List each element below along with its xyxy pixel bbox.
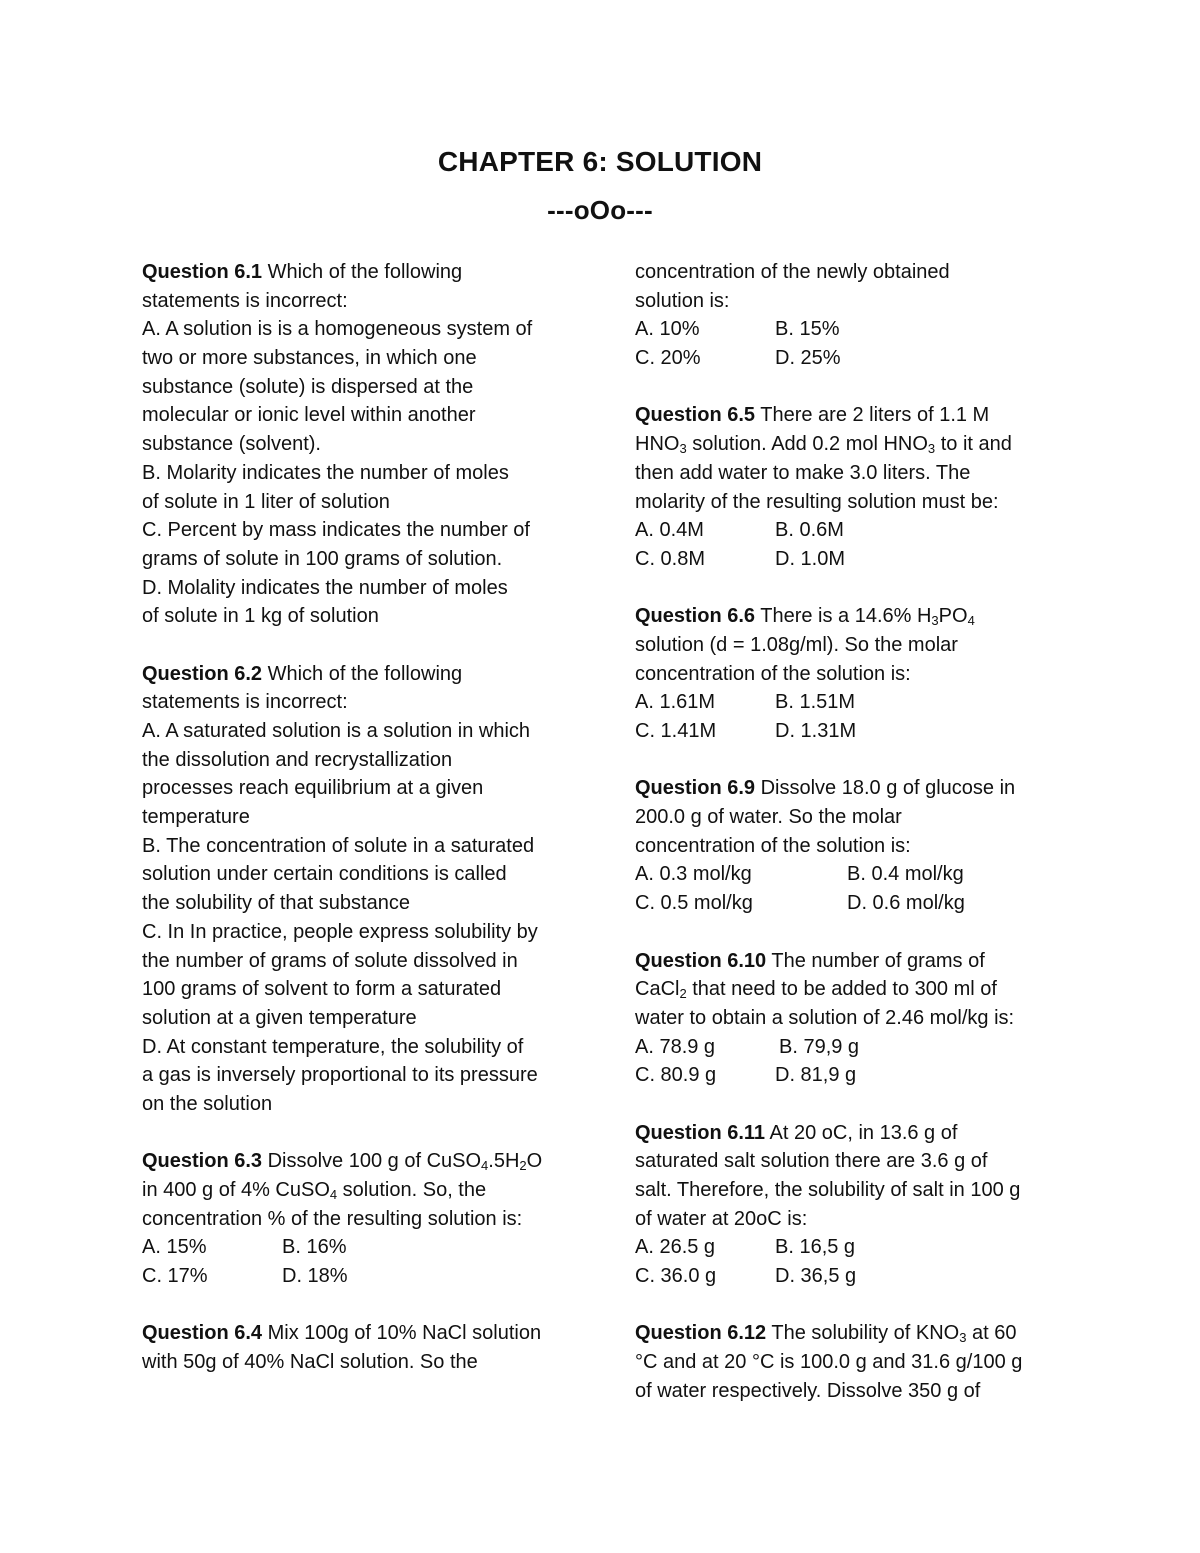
- question-label: Question 6.9: [635, 777, 756, 800]
- question-label: Question 6.11: [635, 1121, 766, 1144]
- left-column: [142, 258, 572, 1377]
- option-d: D. 0.6 mol/kg: [847, 892, 965, 915]
- option-a: A. 10%: [635, 318, 700, 341]
- question-label: Question 6.2: [142, 662, 263, 685]
- option-d: D. Molality indicates the number of moles: [142, 576, 508, 599]
- question-label: Question 6.12: [635, 1322, 767, 1345]
- option-c: C. Percent by mass indicates the number of: [142, 519, 530, 542]
- option-d: D. 36,5 g: [775, 1265, 857, 1288]
- option-a: A. 78.9 g: [635, 1035, 716, 1058]
- option-a: A. 0.3 mol/kg: [635, 863, 752, 886]
- question-label: Question 6.6: [635, 605, 756, 628]
- question-6-5: Question 6.5 There are 2 liters of 1.1 M $HNO_3$ solution. Add 0.2 mol $HNO_3$ to it and then add water to make 3.0 liters. The molarity of the resulting solution must be: A. 0.4M B. 0.6M C. 0.8M D. 1.0M: [635, 401, 1065, 573]
- question-6-10: Question 6.10 The number of grams of CaCl$_2$ that need to be added to 300 ml of water to obtain a solution of 2.46 mol/kg is: A. 78.9 g B. 79,9 g C. 80.9 g D. 81,9 g: [635, 947, 1065, 1090]
- option-c: C. 80.9 g: [635, 1064, 717, 1087]
- question-6-3: Question 6.3 Dissolve 100 g of $CuSO_4.5H_2O$ in 400 g of 4% CuSO$_4$ solution. So, the concentration % of the resulting solution is: A. 15% B. 16% C. 17% D. 18%: [142, 1147, 572, 1290]
- question-label: Question 6.4: [142, 1322, 263, 1345]
- option-b: B. 16%: [282, 1236, 347, 1259]
- option-a: A. 1.61M: [635, 691, 716, 714]
- question-6-4: Question 6.4 Mix 100g of 10% NaCl solution with 50g of 40% NaCl solution. So the: [142, 1322, 542, 1374]
- option-d: D. 1.31M: [775, 720, 857, 742]
- option-a: A. A solution is is a homogeneous system of: [142, 318, 533, 341]
- question-6-1: Question 6.1 Which of the following statements is incorrect: A. A solution is is a homogeneous system of two or more substances, in which one substance (solute) is dispersed at the molecular or ionic level within another substance (solvent). B. Molarity indicates the number of moles of solute in 1 liter of solution C. Percent by mass indicates the number of grams of solute in 100 grams of solution. D. Molality indicates the number of moles of solute in 1 kg of solution: [142, 258, 572, 631]
- option-d: D. At constant temperature, the solubility of: [142, 1035, 524, 1058]
- option-d: D. 18%: [282, 1265, 348, 1288]
- option-c: C. 20%: [635, 347, 701, 370]
- option-c: C. 36.0 g: [635, 1265, 717, 1288]
- option-d: D. 25%: [775, 347, 841, 370]
- option-d: D. 81,9 g: [775, 1064, 857, 1087]
- option-c: C. In In practice, people express solubility by: [142, 920, 538, 943]
- option-c: C. 17%: [142, 1265, 208, 1288]
- right-column: [635, 258, 1065, 1406]
- option-a: A. 15%: [142, 1236, 207, 1259]
- question-label: Question 6.3: [142, 1150, 263, 1173]
- option-b: B. 15%: [775, 318, 840, 341]
- question-6-4-continued: concentration of the newly obtained solution is: A. 10% B. 15% C. 20% D. 25%: [635, 258, 1065, 373]
- question-label: Question 6.5: [635, 404, 756, 427]
- chapter-title: CHAPTER 6: SOLUTION: [437, 146, 763, 177]
- option-d: D. 1.0M: [775, 547, 846, 570]
- option-a: A. 0.4M: [635, 519, 704, 542]
- option-c: C. 1.41M: [635, 720, 717, 742]
- question-6-11: Question 6.11 At 20 oC, in 13.6 g of saturated salt solution there are 3.6 g of salt. Therefore, the solubility of salt in 100 g of water at 20oC is: A. 26.5 g B. 16,5 g C. 36.0 g D. 36,5 g: [635, 1119, 1065, 1291]
- question-6-6: Question 6.6 There is a 14.6% $H_3PO_4$ solution (d = 1.08g/ml). So the molar concentration of the solution is: A. 1.61M B. 1.51M C. 1.41M D. 1.31M: [635, 602, 1065, 745]
- question-6-9: Question 6.9 Dissolve 18.0 g of glucose in 200.0 g of water. So the molar concentration of the solution is: A. 0.3 mol/kg B. 0.4 mol/kg C. 0.5 mol/kg D. 0.6 mol/kg: [635, 774, 1065, 917]
- option-b: B. The concentration of solute in a saturated: [142, 834, 535, 857]
- question-label: Question 6.10: [635, 949, 767, 972]
- option-b: B. 0.4 mol/kg: [847, 863, 964, 886]
- question-6-2: Question 6.2 Which of the following statements is incorrect: A. A saturated solution is a solution in which the dissolution and recrystallization processes reach equilibrium at a given temperature B. The concentration of solute in a saturated solution under certain conditions is called the solubility of that substance C. In In practice, people express solubility by the number of grams of solute dissolved in 100 grams of solvent to form a saturated solution at a given temperature D. At constant temperature, the solubility of a gas is inversely proportional to its pressure on the solution: [142, 660, 572, 1119]
- option-a: A. A saturated solution is a solution in which: [142, 720, 531, 742]
- option-c: C. 0.5 mol/kg: [635, 892, 753, 915]
- option-c: C. 0.8M: [635, 547, 706, 570]
- question-label: Question 6.1: [142, 261, 263, 283]
- question-6-12: Question 6.12 The solubility of $KNO_3$ at 60 °C and at 20 °C is 100.0 g and 31.6 g/100 g of water respectively. Dissolve 350 g of: [635, 1322, 1023, 1402]
- option-b: B. 0.6M: [775, 519, 844, 542]
- option-b: B. 1.51M: [775, 691, 856, 714]
- option-b: B. 79,9 g: [779, 1035, 860, 1058]
- option-b: B. Molarity indicates the number of moles: [142, 461, 509, 484]
- option-b: B. 16,5 g: [775, 1236, 856, 1259]
- title-separator: ---oOo---: [547, 195, 653, 225]
- option-a: A. 26.5 g: [635, 1236, 716, 1259]
